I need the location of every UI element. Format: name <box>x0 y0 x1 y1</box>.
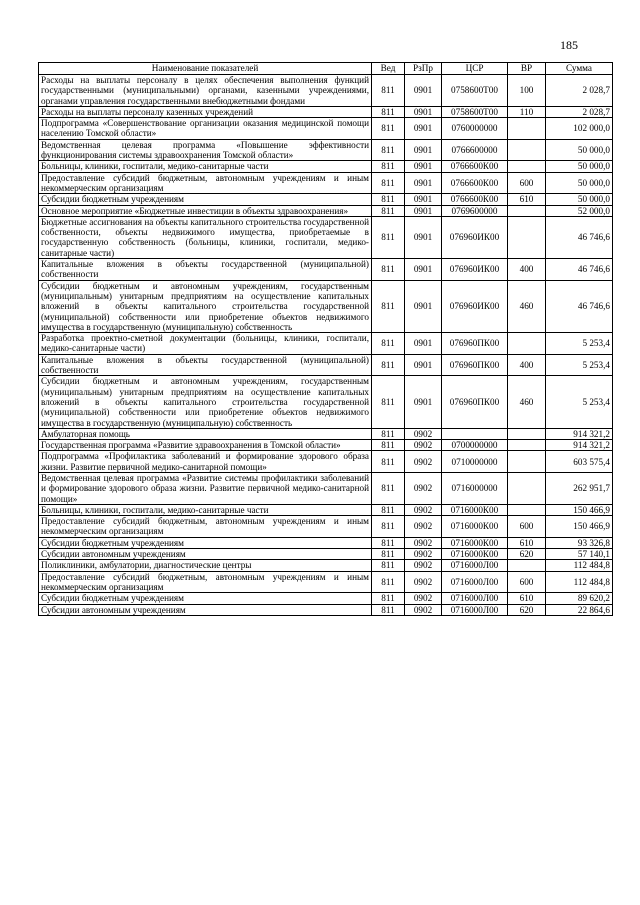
table-row <box>39 504 613 515</box>
cell-csr: 076960ИК00 <box>442 259 508 281</box>
cell-sum: 112 484,8 <box>546 571 613 593</box>
cell-name: Капитальные вложения в объекты государственной (муниципальной) собственности <box>39 354 372 376</box>
cell-csr: 0716000Л00 <box>442 593 508 604</box>
cell-sum: 5 253,4 <box>546 376 613 428</box>
cell-ved: 811 <box>372 472 405 504</box>
budget-table <box>38 62 613 616</box>
cell-rzpr: 0902 <box>405 560 442 571</box>
header-ved: Вед <box>372 63 405 75</box>
cell-sum: 89 620,2 <box>546 593 613 604</box>
cell-rzpr: 0901 <box>405 205 442 216</box>
cell-rzpr: 0901 <box>405 259 442 281</box>
cell-sum: 914 321,2 <box>546 440 613 451</box>
cell-ved: 811 <box>372 139 405 161</box>
cell-name: Расходы на выплаты персоналу казенных учреждений <box>39 106 372 117</box>
cell-csr: 0716000К00 <box>442 504 508 515</box>
cell-sum: 46 746,6 <box>546 216 613 258</box>
cell-name: Ведомственная целевая программа «Повышение эффективности функционирования системы здравоохранения Томской области» <box>39 139 372 161</box>
cell-vr: 460 <box>508 376 546 428</box>
cell-sum: 93 326,8 <box>546 537 613 548</box>
header-name: Наименование показателей <box>39 63 372 75</box>
cell-sum: 50 000,0 <box>546 161 613 172</box>
cell-name: Поликлиники, амбулатории, диагностические центры <box>39 560 372 571</box>
table-body <box>39 75 613 616</box>
table-row <box>39 560 613 571</box>
cell-csr: 0766600000 <box>442 139 508 161</box>
cell-ved: 811 <box>372 118 405 140</box>
cell-csr: 076960ИК00 <box>442 216 508 258</box>
cell-name: Субсидии бюджетным и автономным учреждениям, государственным (муниципальным) унитарным предприятиям на осуществление капитальных вложений в объекты капитального строительства государственной (муниципальной) собственности или приобретение объектов недвижимого имущества в государственную (муниципальную) собственность <box>39 280 372 332</box>
cell-sum: 2 028,7 <box>546 106 613 117</box>
cell-vr: 100 <box>508 75 546 107</box>
table-row <box>39 440 613 451</box>
cell-sum: 46 746,6 <box>546 280 613 332</box>
cell-ved: 811 <box>372 571 405 593</box>
cell-rzpr: 0901 <box>405 106 442 117</box>
cell-rzpr: 0902 <box>405 504 442 515</box>
header-csr: ЦСР <box>442 63 508 75</box>
cell-sum: 2 028,7 <box>546 75 613 107</box>
cell-vr: 610 <box>508 537 546 548</box>
table-row <box>39 549 613 560</box>
cell-ved: 811 <box>372 504 405 515</box>
cell-rzpr: 0902 <box>405 451 442 473</box>
cell-sum: 262 951,7 <box>546 472 613 504</box>
table-row <box>39 194 613 205</box>
cell-csr: 0766600К00 <box>442 161 508 172</box>
cell-ved: 811 <box>372 280 405 332</box>
cell-rzpr: 0902 <box>405 516 442 538</box>
cell-ved: 811 <box>372 376 405 428</box>
cell-csr: 0766600К00 <box>442 172 508 194</box>
cell-csr: 076960ПК00 <box>442 354 508 376</box>
cell-csr: 0758600Т00 <box>442 75 508 107</box>
cell-name: Расходы на выплаты персоналу в целях обеспечения выполнения функций государственными (муниципальными) органами, казенными учреждениями, органами управления государственными внебюджетными фондами <box>39 75 372 107</box>
page-number: 185 <box>560 38 578 52</box>
cell-ved: 811 <box>372 161 405 172</box>
cell-rzpr: 0901 <box>405 118 442 140</box>
table-row <box>39 216 613 258</box>
cell-sum: 102 000,0 <box>546 118 613 140</box>
cell-vr <box>508 333 546 355</box>
cell-rzpr: 0901 <box>405 333 442 355</box>
cell-vr <box>508 560 546 571</box>
table-row <box>39 280 613 332</box>
table-row <box>39 205 613 216</box>
cell-vr: 620 <box>508 549 546 560</box>
cell-name: Субсидии бюджетным учреждениям <box>39 593 372 604</box>
cell-rzpr: 0901 <box>405 139 442 161</box>
cell-name: Больницы, клиники, госпитали, медико-санитарные части <box>39 161 372 172</box>
cell-ved: 811 <box>372 205 405 216</box>
cell-name: Бюджетные ассигнования на объекты капитального строительства государственной собственности, объекты недвижимого имущества, приобретаемые в государственную собственность (больницы, клиники, госпитали, медико-санитарные части) <box>39 216 372 258</box>
cell-ved: 811 <box>372 451 405 473</box>
cell-rzpr: 0901 <box>405 172 442 194</box>
cell-csr: 0716000К00 <box>442 516 508 538</box>
cell-sum: 50 000,0 <box>546 172 613 194</box>
cell-rzpr: 0901 <box>405 161 442 172</box>
table-row <box>39 118 613 140</box>
cell-vr: 620 <box>508 604 546 615</box>
cell-name: Амбулаторная помощь <box>39 428 372 439</box>
table-row <box>39 354 613 376</box>
cell-vr: 600 <box>508 571 546 593</box>
cell-sum: 914 321,2 <box>546 428 613 439</box>
table-row <box>39 333 613 355</box>
header-row <box>39 63 613 75</box>
cell-rzpr: 0902 <box>405 440 442 451</box>
cell-vr <box>508 205 546 216</box>
cell-ved: 811 <box>372 440 405 451</box>
table-header <box>39 63 613 75</box>
cell-vr <box>508 428 546 439</box>
cell-sum: 5 253,4 <box>546 354 613 376</box>
cell-vr: 460 <box>508 280 546 332</box>
cell-ved: 811 <box>372 194 405 205</box>
table-row <box>39 172 613 194</box>
table-row <box>39 571 613 593</box>
table-row <box>39 106 613 117</box>
table-row <box>39 75 613 107</box>
cell-ved: 811 <box>372 537 405 548</box>
table-row <box>39 376 613 428</box>
table-row <box>39 537 613 548</box>
cell-name: Подпрограмма «Профилактика заболеваний и формирование здорового образа жизни. Развитие первичной медико-санитарной помощи» <box>39 451 372 473</box>
cell-rzpr: 0902 <box>405 472 442 504</box>
table-row <box>39 161 613 172</box>
cell-rzpr: 0902 <box>405 593 442 604</box>
cell-ved: 811 <box>372 333 405 355</box>
cell-csr: 0716000Л00 <box>442 571 508 593</box>
cell-rzpr: 0902 <box>405 549 442 560</box>
cell-vr <box>508 440 546 451</box>
table-row <box>39 428 613 439</box>
cell-rzpr: 0902 <box>405 428 442 439</box>
cell-csr: 076960ПК00 <box>442 333 508 355</box>
cell-ved: 811 <box>372 516 405 538</box>
cell-name: Субсидии бюджетным и автономным учреждениям, государственным (муниципальным) унитарным предприятиям на осуществление капитальных вложений в объекты капитального строительства государственной (муниципальной) собственности или приобретение объектов недвижимого имущества в государственную (муниципальную) собственность <box>39 376 372 428</box>
cell-vr <box>508 118 546 140</box>
table-row <box>39 259 613 281</box>
cell-name: Субсидии автономным учреждениям <box>39 604 372 615</box>
cell-vr: 400 <box>508 259 546 281</box>
cell-sum: 57 140,1 <box>546 549 613 560</box>
cell-csr: 0716000Л00 <box>442 560 508 571</box>
table-row <box>39 604 613 615</box>
cell-sum: 5 253,4 <box>546 333 613 355</box>
cell-name: Капитальные вложения в объекты государственной (муниципальной) собственности <box>39 259 372 281</box>
cell-sum: 46 746,6 <box>546 259 613 281</box>
cell-ved: 811 <box>372 604 405 615</box>
cell-name: Предоставление субсидий бюджетным, автономным учреждениям и иным некоммерческим организациям <box>39 172 372 194</box>
cell-sum: 603 575,4 <box>546 451 613 473</box>
cell-vr: 600 <box>508 172 546 194</box>
cell-vr: 610 <box>508 593 546 604</box>
cell-sum: 112 484,8 <box>546 560 613 571</box>
cell-vr: 610 <box>508 194 546 205</box>
cell-rzpr: 0901 <box>405 194 442 205</box>
cell-csr: 0760000000 <box>442 118 508 140</box>
cell-ved: 811 <box>372 549 405 560</box>
cell-name: Государственная программа «Развитие здравоохранения в Томской области» <box>39 440 372 451</box>
cell-ved: 811 <box>372 216 405 258</box>
cell-sum: 22 864,6 <box>546 604 613 615</box>
cell-ved: 811 <box>372 75 405 107</box>
cell-csr: 0766600К00 <box>442 194 508 205</box>
cell-csr: 0716000000 <box>442 472 508 504</box>
cell-vr <box>508 216 546 258</box>
cell-name: Подпрограмма «Совершенствование организации оказания медицинской помощи населению Томской области» <box>39 118 372 140</box>
cell-rzpr: 0902 <box>405 537 442 548</box>
header-vr: ВР <box>508 63 546 75</box>
table-row <box>39 593 613 604</box>
cell-csr: 076960ИК00 <box>442 280 508 332</box>
cell-sum: 150 466,9 <box>546 516 613 538</box>
cell-ved: 811 <box>372 354 405 376</box>
header-rzpr: РзПр <box>405 63 442 75</box>
cell-rzpr: 0901 <box>405 216 442 258</box>
cell-csr: 0769600000 <box>442 205 508 216</box>
cell-vr: 400 <box>508 354 546 376</box>
cell-vr: 110 <box>508 106 546 117</box>
cell-name: Основное мероприятие «Бюджетные инвестиции в объекты здравоохранения» <box>39 205 372 216</box>
table-row <box>39 451 613 473</box>
cell-ved: 811 <box>372 560 405 571</box>
cell-name: Ведомственная целевая программа «Развитие системы профилактики заболеваний и формирование здорового образа жизни. Развитие первичной медико-санитарной помощи» <box>39 472 372 504</box>
cell-sum: 150 466,9 <box>546 504 613 515</box>
header-sum: Сумма <box>546 63 613 75</box>
cell-ved: 811 <box>372 428 405 439</box>
cell-csr: 0700000000 <box>442 440 508 451</box>
cell-sum: 50 000,0 <box>546 139 613 161</box>
cell-name: Больницы, клиники, госпитали, медико-санитарные части <box>39 504 372 515</box>
cell-ved: 811 <box>372 593 405 604</box>
cell-rzpr: 0901 <box>405 75 442 107</box>
cell-vr <box>508 161 546 172</box>
cell-csr: 0716000К00 <box>442 537 508 548</box>
cell-name: Субсидии бюджетным учреждениям <box>39 537 372 548</box>
cell-vr: 600 <box>508 516 546 538</box>
cell-ved: 811 <box>372 259 405 281</box>
cell-vr <box>508 504 546 515</box>
cell-vr <box>508 451 546 473</box>
cell-name: Предоставление субсидий бюджетным, автономным учреждениям и иным некоммерческим организациям <box>39 516 372 538</box>
cell-sum: 52 000,0 <box>546 205 613 216</box>
cell-rzpr: 0902 <box>405 571 442 593</box>
cell-csr: 076960ПК00 <box>442 376 508 428</box>
cell-ved: 811 <box>372 172 405 194</box>
cell-rzpr: 0902 <box>405 604 442 615</box>
cell-name: Предоставление субсидий бюджетным, автономным учреждениям и иным некоммерческим организациям <box>39 571 372 593</box>
cell-csr: 0758600Т00 <box>442 106 508 117</box>
cell-sum: 50 000,0 <box>546 194 613 205</box>
cell-rzpr: 0901 <box>405 376 442 428</box>
cell-name: Субсидии автономным учреждениям <box>39 549 372 560</box>
cell-rzpr: 0901 <box>405 280 442 332</box>
cell-csr: 0710000000 <box>442 451 508 473</box>
cell-rzpr: 0901 <box>405 354 442 376</box>
cell-name: Разработка проектно-сметной документации (больницы, клиники, госпитали, медико-санитарные части) <box>39 333 372 355</box>
table-row <box>39 139 613 161</box>
cell-ved: 811 <box>372 106 405 117</box>
table-row <box>39 516 613 538</box>
table-row <box>39 472 613 504</box>
cell-csr: 0716000К00 <box>442 549 508 560</box>
cell-csr <box>442 428 508 439</box>
cell-name: Субсидии бюджетным учреждениям <box>39 194 372 205</box>
cell-csr: 0716000Л00 <box>442 604 508 615</box>
cell-vr <box>508 139 546 161</box>
cell-vr <box>508 472 546 504</box>
